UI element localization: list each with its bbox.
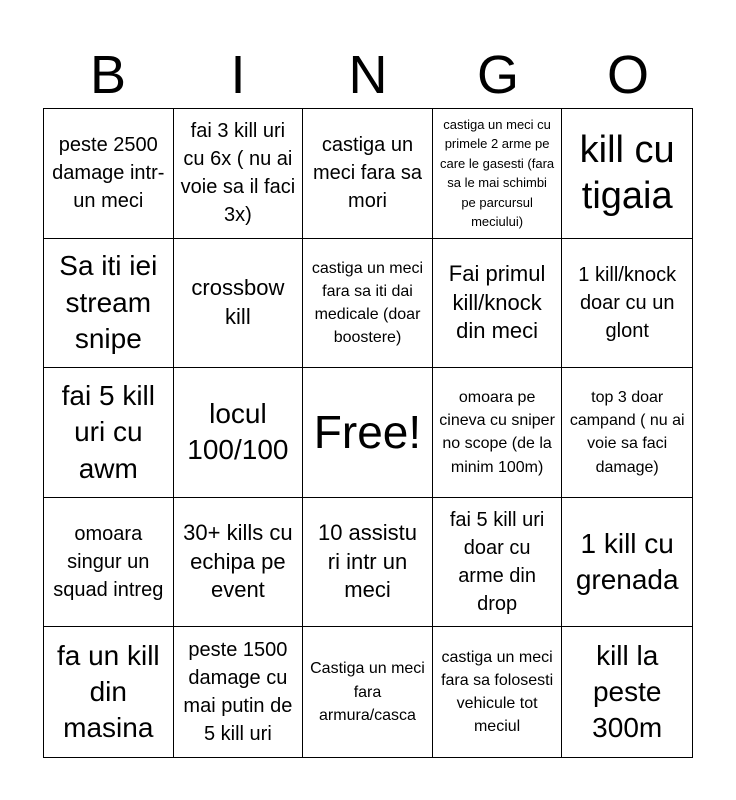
- bingo-cell[interactable]: fa un kill din masina: [44, 627, 174, 757]
- bingo-cell[interactable]: kill la peste 300m: [592, 639, 663, 744]
- bingo-cell[interactable]: Fai primul kill/knock din meci: [433, 239, 563, 369]
- bingo-cell[interactable]: omoara singur un squad intreg: [44, 498, 174, 628]
- bingo-cell[interactable]: castiga un meci cu primele 2 arme pe care le gasesti (fara sa le mai schimbi pe parcursul meciului): [433, 109, 563, 239]
- bingo-header: [43, 44, 693, 106]
- bingo-cell[interactable]: Sa iti iei stream snipe: [44, 239, 174, 369]
- bingo-cell[interactable]: 1 kill cu grenada: [562, 498, 692, 628]
- bingo-grid: [43, 108, 693, 758]
- header-letter-n: N: [348, 45, 388, 105]
- header-letter-b: B: [89, 45, 127, 105]
- bingo-cell[interactable]: fai 5 kill uri doar cu arme din drop: [433, 498, 563, 628]
- bingo-cell[interactable]: top 3 doar campand ( nu ai voie sa faci damage): [562, 368, 692, 498]
- bingo-cell[interactable]: 30+ kills cu echipa pe event: [174, 498, 304, 628]
- bingo-cell[interactable]: peste 2500 damage intr-un meci: [44, 109, 174, 239]
- bingo-cell[interactable]: castiga un meci fara sa iti dai medicale (doar boostere): [303, 239, 433, 369]
- bingo-cell[interactable]: kill cu tigaia: [562, 109, 692, 239]
- bingo-cell[interactable]: crossbow kill: [174, 239, 304, 369]
- header-letter-o: O: [606, 45, 649, 105]
- bingo-cell[interactable]: locul 100/100: [174, 368, 304, 498]
- bingo-cell[interactable]: peste 1500 damage cu mai putin de 5 kill uri: [174, 627, 304, 757]
- bingo-cell[interactable]: fai 3 kill uri cu 6x ( nu ai voie sa il faci 3x): [174, 109, 304, 239]
- bingo-cell[interactable]: 10 assistu ri intr un meci: [303, 498, 433, 628]
- header-letter-i: I: [230, 45, 246, 105]
- bingo-cell[interactable]: castiga un meci fara sa mori: [303, 109, 433, 239]
- bingo-cell[interactable]: 1 kill/knock doar cu un glont: [562, 239, 692, 369]
- free-space[interactable]: Free!: [303, 368, 433, 498]
- bingo-cell[interactable]: fai 5 kill uri cu awm: [44, 368, 174, 498]
- header-letter-g: G: [476, 45, 519, 105]
- bingo-cell[interactable]: castiga un meci fara sa folosesti vehicule tot meciul: [433, 627, 563, 757]
- bingo-cell[interactable]: omoara pe cineva cu sniper no scope (de la minim 100m): [433, 368, 563, 498]
- bingo-cell[interactable]: Castiga un meci fara armura/casca: [303, 627, 433, 757]
